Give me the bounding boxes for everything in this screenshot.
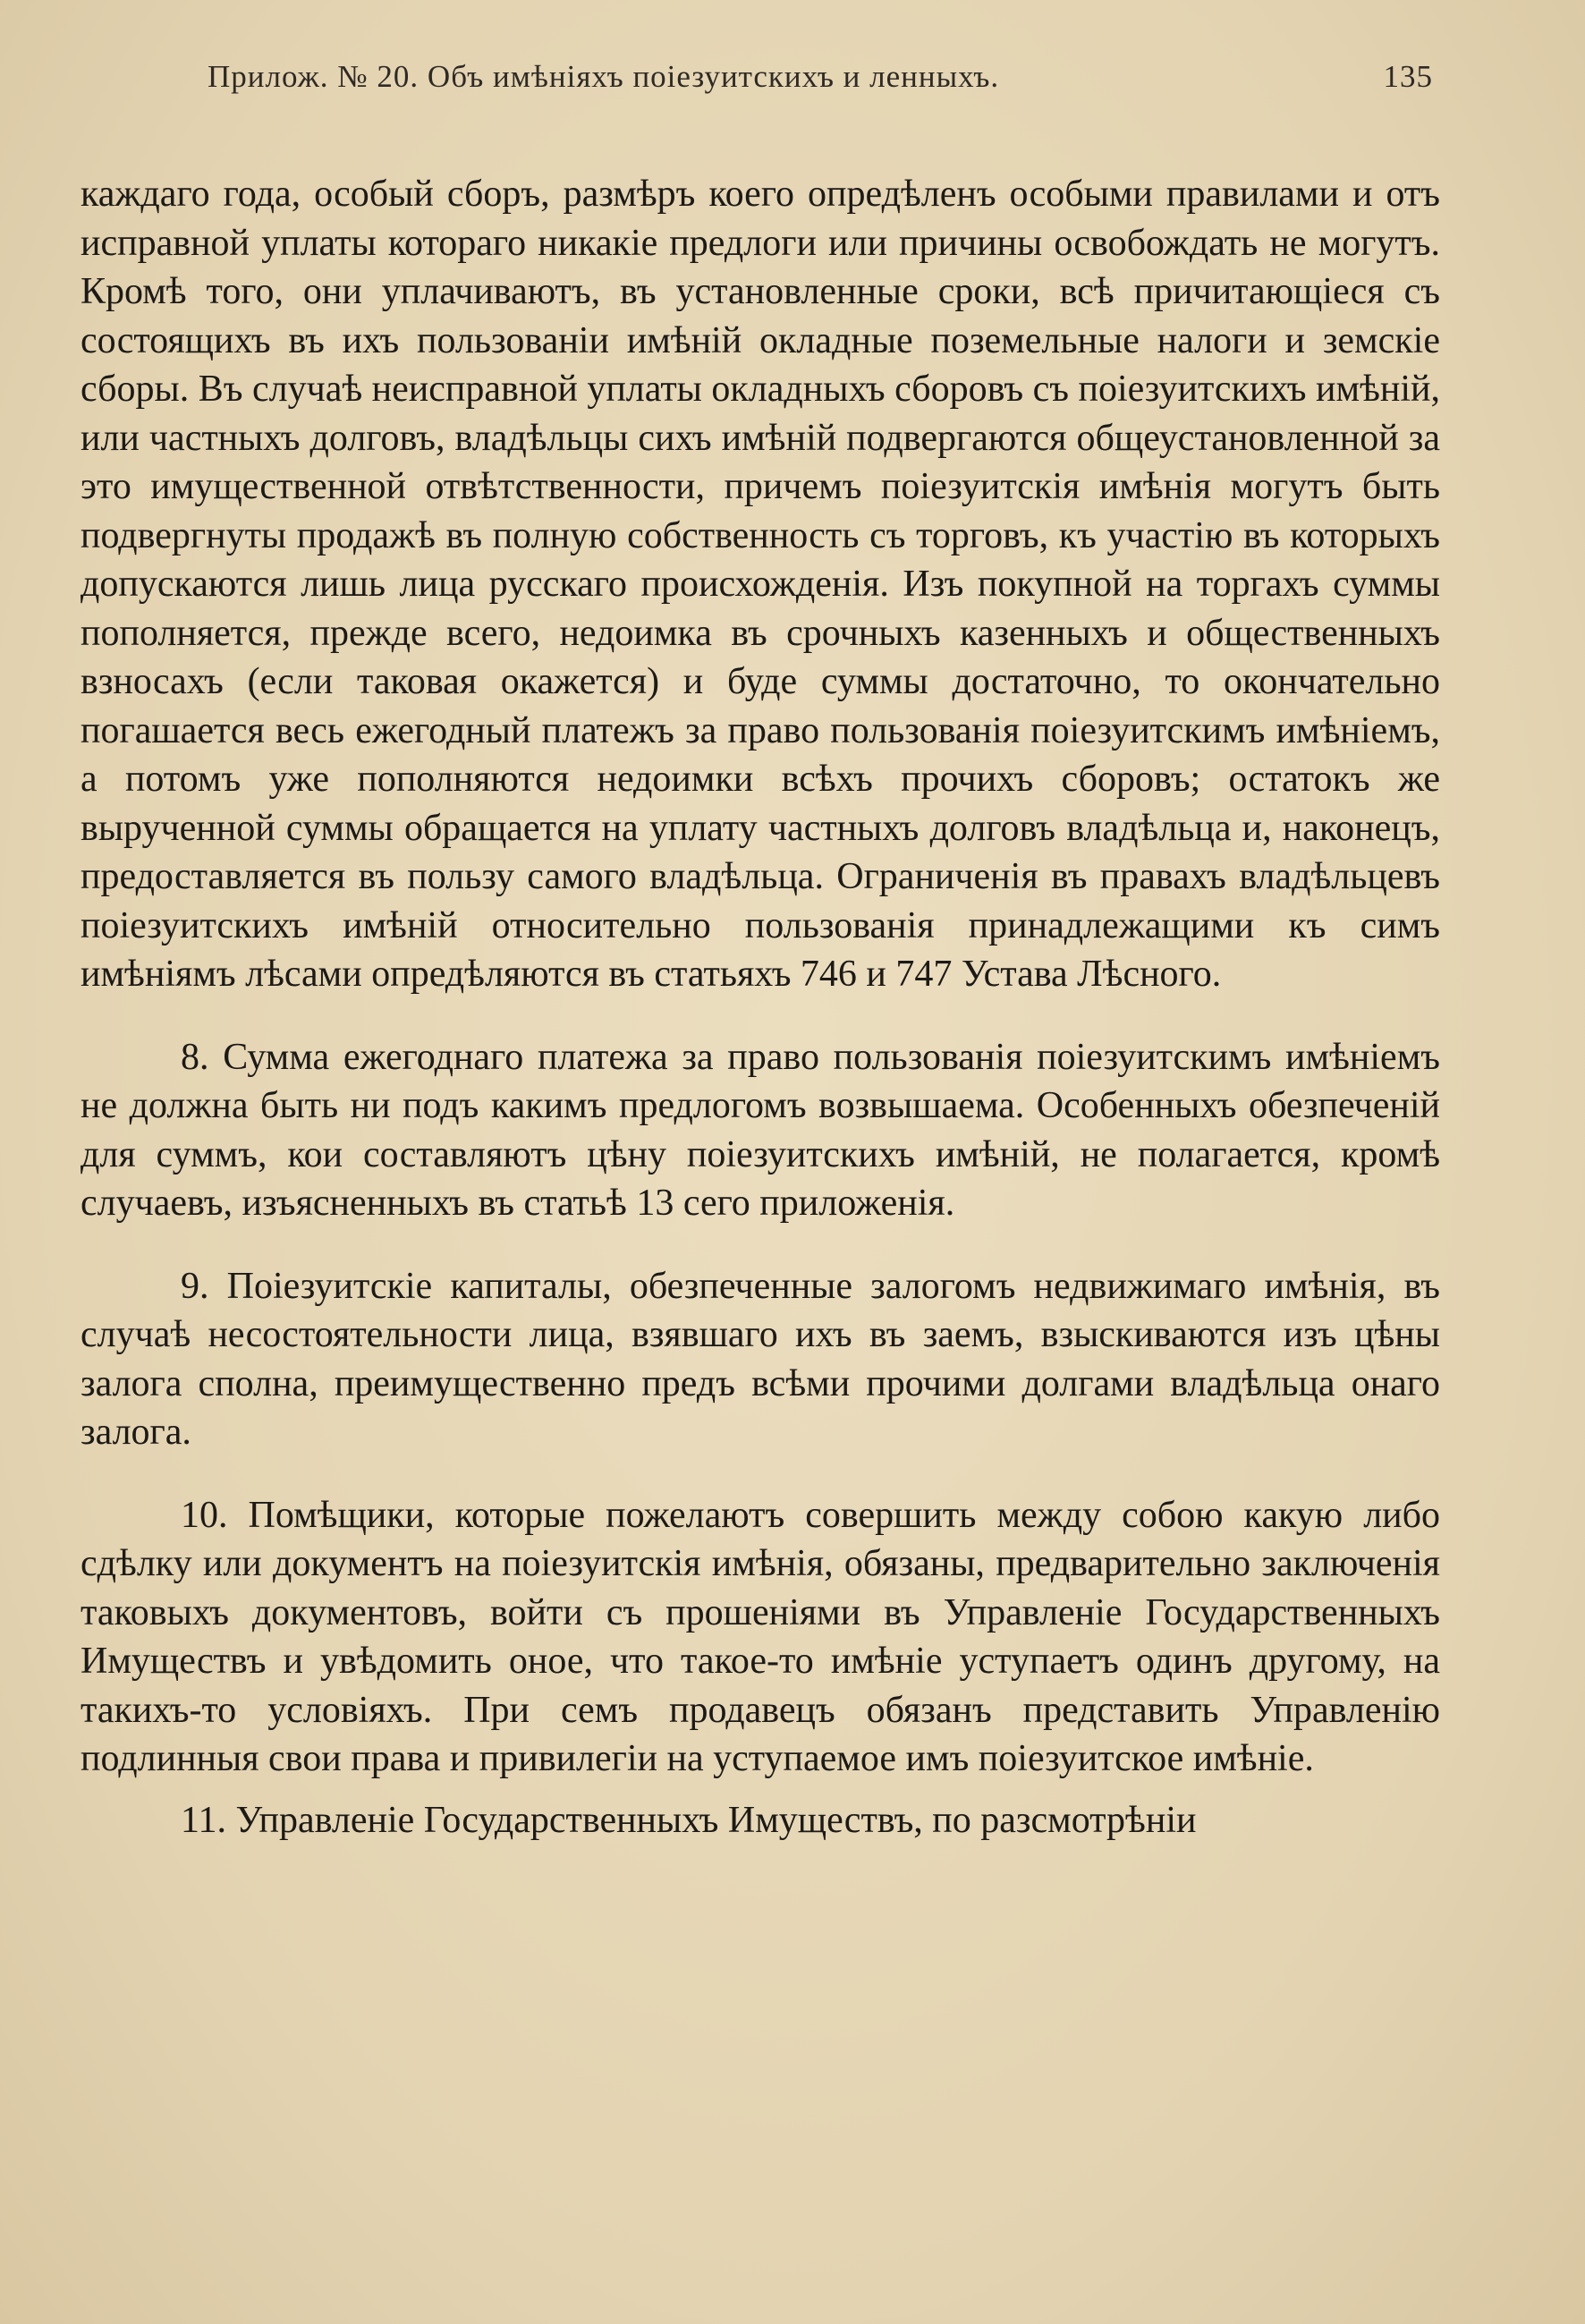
paragraph-article-8: 8. Сумма ежегоднаго платежа за право пользованія поіезуитскимъ имѣніемъ не должна быть ни подъ какимъ предлогомъ возвышаема. Особенныхъ обезпеченій для суммъ, кои составляютъ цѣну поіезуитскихъ имѣній, не полагается, кромѣ случаевъ, изъясненныхъ въ статьѣ 13 сего приложенія. — [81, 1036, 1440, 1224]
page-number: 135 — [1383, 59, 1433, 94]
running-header — [208, 59, 1433, 113]
paragraph-article-9: 9. Поіезуитскіе капиталы, обезпеченные залогомъ недвижимаго имѣнія, въ случаѣ несостоятельности лица, взявшаго ихъ въ заемъ, взыскиваются изъ цѣны залога сполна, преимущественно предъ всѣми прочими долгами владѣльца онаго залога. — [81, 1265, 1440, 1453]
paragraph-article-11: 11. Управленіе Государственныхъ Имуществъ, по разсмотрѣніи — [181, 1799, 1197, 1841]
paragraph-continuation: каждаго года, особый сборъ, размѣръ коего опредѣленъ особыми правилами и отъ исправной уплаты котораго никакіе предлоги или причины освобождать не могутъ. Кромѣ того, они уплачиваютъ, въ установленные сроки, всѣ причитающіеся съ состоящихъ въ ихъ пользованіи имѣній окладные поземельные налоги и земскіе сборы. Въ случаѣ неисправной уплаты окладныхъ сборовъ съ поіезуитскихъ имѣній, или частныхъ долговъ, владѣльцы сихъ имѣній подвергаются общеустановленной за это имущественной отвѣтственности, причемъ поіезуитскія имѣнія могутъ быть подвергнуты продажѣ въ полную собственность съ торговъ, къ участію въ которыхъ допускаются лишь лица русскаго происхожденія. Изъ покупной на торгахъ суммы пополняется, прежде всего, недоимка въ срочныхъ казенныхъ и общественныхъ взносахъ (если таковая окажется) и буде суммы достаточно, то окончательно погашается весь ежегодный платежъ за право пользованія поіезуитскимъ имѣніемъ, а потомъ уже пополняются недоимки всѣхъ прочихъ сборовъ; остатокъ же вырученной суммы обращается на уплату частныхъ долговъ владѣльца и, наконецъ, предоставляется въ пользу самого владѣльца. Ограниченія въ правахъ владѣльцевъ поіезуитскихъ имѣній относительно пользованія принадлежащими къ симъ имѣніямъ лѣсами опредѣляются въ статьяхъ 746 и 747 Устава Лѣсного. — [81, 174, 1440, 995]
body-text — [81, 170, 1440, 1845]
paragraph-article-10: 10. Помѣщики, которые пожелаютъ совершить между собою какую либо сдѣлку или документъ на поіезуитскія имѣнія, обязаны, предварительно заключенія таковыхъ документовъ, войти съ прошеніями въ Управленіе Государственныхъ Имуществъ и увѣдомить оное, что такое-то имѣніе уступаетъ одинъ другому, на такихъ-то условіяхъ. При семъ продавецъ обязанъ представить Управленію подлинныя свои права и привилегіи на уступаемое имъ поіезуитское имѣніе. — [81, 1494, 1440, 1779]
header-title: Прилож. № 20. Объ имѣніяхъ поіезуитскихъ и ленныхъ. — [208, 59, 1000, 94]
